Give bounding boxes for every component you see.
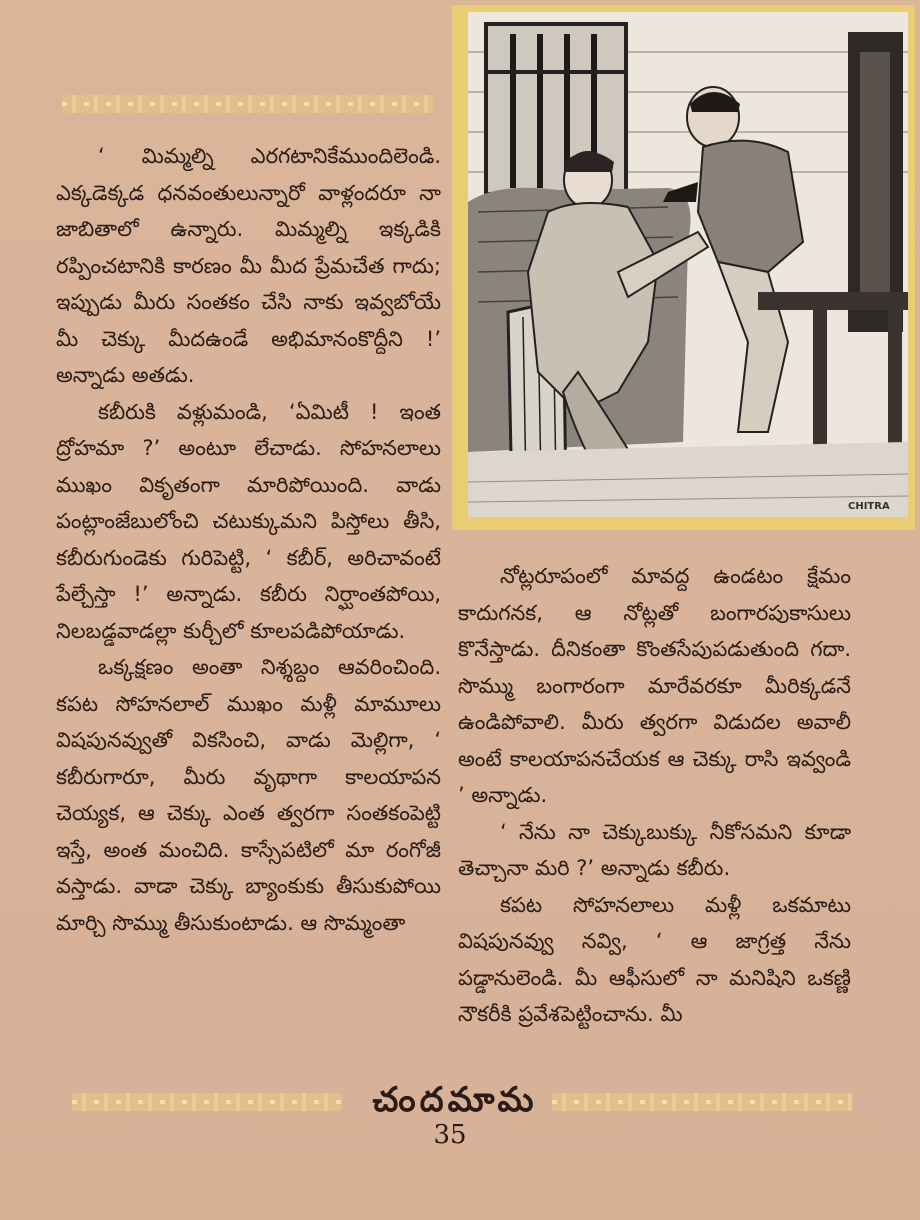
paragraph: ‘ మిమ్మల్ని ఎరగటానికేముందిలెండి. ఎక్కడెక్కడ ధనవంతులున్నారో వాళ్లందరూ నా జాబితాలో ఉన్నారు. మిమ్మల్ని ఇక్కడికి రప్పించటానికి కారణం మీ మీద ప్రేమచేత గాదు; ఇప్పుడు మీరు సంతకం చేసి నాకు ఇవ్వబోయే మీ చెక్కు మీదఉండే అభిమానంకొద్దీని !’ అన్నాడు అతడు. xyxy=(56,144,441,387)
right-text-column xyxy=(458,558,851,1033)
paragraph: నోట్లరూపంలో మావద్ద ఉండటం క్షేమం కాదుగనక, ఆ నోట్లతో బంగారపుకాసులు కొనేస్తాడు. దీనికంతా కొంతసేపుపడుతుంది గదా. సొమ్ము బంగారంగా మారేవరకూ మీరిక్కడనే ఉండిపోవాలి. మీరు త్వరగా విడుదల అవాలీ అంటే కాలయాపనచేయక ఆ చెక్కు రాసి ఇవ్వండి ’ అన్నాడు. xyxy=(458,564,851,807)
paragraph: ఒక్కక్షణం అంతా నిశ్శబ్దం ఆవరించింది. కపట సోహనలాల్ ముఖం మళ్లీ మామూలు విషపునవ్వుతో వికసించి, వాడు మెల్లిగా, ‘ కబీరుగారూ, మీరు వృథాగా కాలయాపన చెయ్యక, ఆ చెక్కు ఎంత త్వరగా సంతకంపెట్టి ఇస్తే, అంత మంచిది. కాస్సేపటిలో మా రంగోజీ వస్తాడు. వాడా చెక్కు బ్యాంకుకు తీసుకుపోయి మార్చి సొమ్ము తీసుకుంటాడు. ఆ సొమ్మంతా xyxy=(56,655,441,935)
left-text-column xyxy=(56,138,441,941)
footer-ornament-right xyxy=(552,1093,852,1111)
illustration-drawing xyxy=(468,12,908,517)
illustration xyxy=(468,12,908,517)
paragraph: కపట సోహనలాలు మళ్లీ ఒకమాటు విషపునవ్వు నవ్వి, ‘ ఆ జాగ్రత్త నేను పడ్డానులెండి. మీ ఆఫీసులో నా మనిషిని ఒకణ్ణి నౌకరీకి ప్రవేశపెట్టించాను. మీ xyxy=(458,892,851,1026)
footer-ornament-left xyxy=(72,1093,342,1111)
illustration-signature: CHITRA xyxy=(848,501,890,512)
paragraph: ‘ నేను నా చెక్కుబుక్కు నీకోసమని కూడా తెచ్చానా మరి ?’ అన్నాడు కబీరు. xyxy=(458,819,851,880)
paragraph: కబీరుకి వళ్లుమండి, ‘ఏమిటీ ! ఇంత ద్రోహమా ?’ అంటూ లేచాడు. సోహనలాలు ముఖం వికృతంగా మారిపోయింది. వాడు పంట్లాంజేబులోంచి చటుక్కుమని పిస్తోలు తీసి, కబీరుగుండెకు గురిపెట్టి, ‘ కబీర్, అరిచావంటే పేల్చేస్తా !’ అన్నాడు. కబీరు నిర్ఘాంతపోయి, నిలబడ్డవాడల్లా కుర్చీలో కూలపడిపోయాడు. xyxy=(56,399,441,643)
magazine-title: చందమామ xyxy=(372,1080,538,1120)
top-ornament-band xyxy=(62,95,434,113)
page-number: 35 xyxy=(433,1120,467,1150)
